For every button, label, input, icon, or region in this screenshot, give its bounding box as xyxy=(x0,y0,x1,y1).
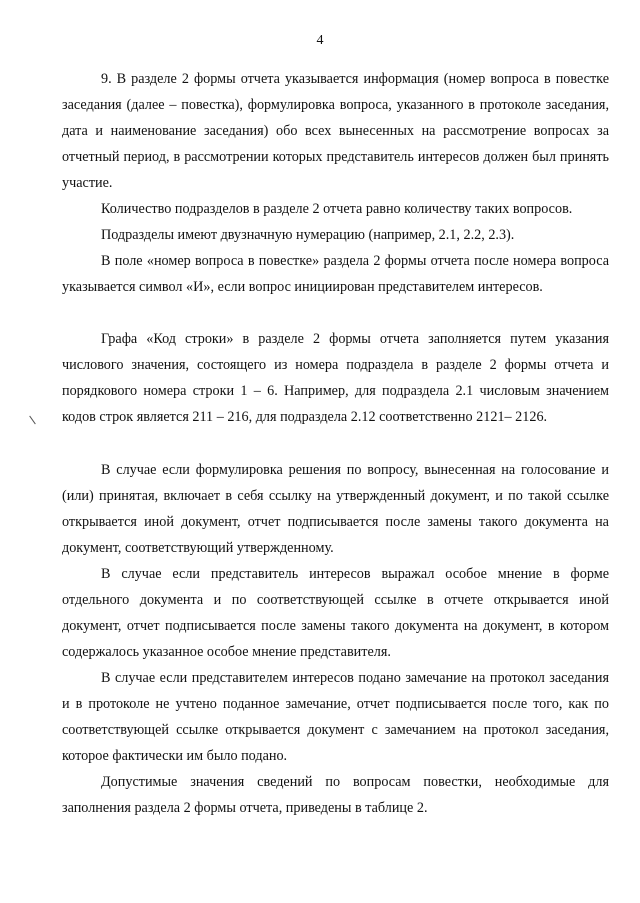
paragraph-row-code-column: Графа «Код строки» в разделе 2 формы отчета заполняется путем указания числового значения, состоящего из номера подраздела в разделе 2 формы отчета и порядкового номера строки 1 – 6. Например, для подраздела 2.1 числовым значением кодов строк является 211 – 216, для подраздела 2.12 соответственно 2121– 2126. xyxy=(62,331,609,426)
paragraph-section-2-info: 9. В разделе 2 формы отчета указывается информация (номер вопроса в повестке заседания (далее – повестка), формулировка вопроса, указанного в протоколе заседания, дата и наименование заседания) обо всех вынесенных на рассмотрение вопросах за отчетный период, в рассмотрении которых представитель интересов должен был принять участие. xyxy=(62,71,609,192)
paragraph-decision-wording: В случае если формулировка решения по вопросу, вынесенная на голосование и (или) принятая, включает в себя ссылку на утвержденный документ, и по такой ссылке открывается иной документ, отчет подписывается после замены такого документа на документ, соответствующий утвержденному. xyxy=(62,462,609,557)
paragraph-subsection-count: Количество подразделов в разделе 2 отчета равно количеству таких вопросов. xyxy=(101,201,573,217)
scan-artifact-mark xyxy=(29,416,36,425)
page-number: 4 xyxy=(316,33,324,48)
paragraph-subsection-numbering: Подразделы имеют двузначную нумерацию (например, 2.1, 2.2, 2.3). xyxy=(101,227,515,243)
paragraph-protocol-remark: В случае если представителем интересов подано замечание на протокол заседания и в протоколе не учтено поданное замечание, отчет подписывается после того, как по соответствующей ссылке открывается документ с замечанием на протокол заседания, которое фактически им было подано. xyxy=(62,670,609,765)
paragraph-dissenting-opinion: В случае если представитель интересов выражал особое мнение в форме отдельного документа и по соответствующей ссылке в отчете открывается иной документ, отчет подписывается после замены такого документа на документ, в котором содержалось указанное особое мнение представителя. xyxy=(62,566,609,661)
paragraph-question-number-field: В поле «номер вопроса в повестке» раздела 2 формы отчета после номера вопроса указывается символ «И», если вопрос инициирован представителем интересов. xyxy=(62,253,609,296)
paragraph-table-2-reference: Допустимые значения сведений по вопросам повестки, необходимые для заполнения раздела 2 формы отчета, приведены в таблице 2. xyxy=(62,774,609,817)
